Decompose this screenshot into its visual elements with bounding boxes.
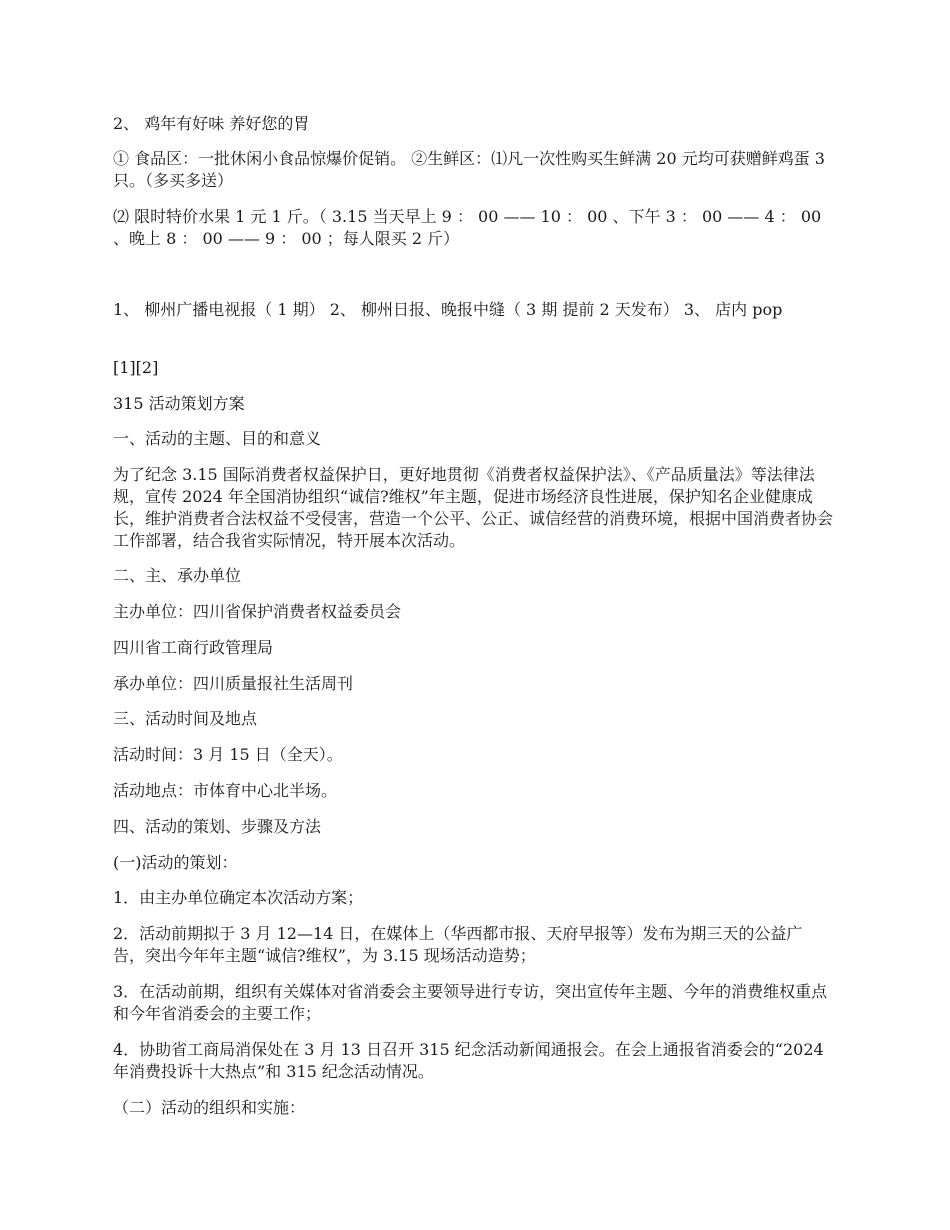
paragraph-promo-heading: 2、 鸡年有好味 养好您的胃: [113, 114, 310, 133]
list-item-2: 2．活动前期拟于 3 月 12—14 日，在媒体上（华西都市报、天府早报等）发布为期三天的公益广告，突出今年年主题“诚信?维权”，为 3.15 现场活动造势；: [113, 924, 803, 965]
document-title: 315 活动策划方案: [113, 394, 245, 413]
list-item-4: 4．协助省工商局消保处在 3 月 13 日召开 315 纪念活动新闻通报会。在会上通报省消委会的“2024 年消费投诉十大热点”和 315 纪念活动情况。: [113, 1040, 824, 1081]
paragraph-footnote-refs: [1][2]: [113, 358, 159, 377]
section-heading-theme: 一、活动的主题、目的和意义: [113, 429, 322, 448]
section-heading-planning: 四、活动的策划、步骤及方法: [113, 817, 322, 836]
paragraph-host: 主办单位：四川省保护消费者权益委员会: [113, 602, 402, 621]
paragraph-time: 活动时间：3 月 15 日（全天）。: [113, 745, 343, 764]
paragraph-purpose: 为了纪念 3.15 国际消费者权益保护日，更好地贯彻《消费者权益保护法》、《产品质量法》等法律法规，宣传 2024 年全国消协组织“诚信?维权”年主题，促进市场经济良性进展，保护知名企业健康成长，维护消费者合法权益不受侵害，营造一个公平、公正、诚信经营的消费环境，根据中国消费者协会工作部署，结合我省实际情况，特开展本次活动。: [113, 465, 834, 550]
list-item-3: 3．在活动前期，组织有关媒体对省消委会主要领导进行专访，突出宣传年主题、今年的消费维权重点和今年省消委会的主要工作；: [113, 982, 828, 1023]
paragraph-fruit-offer: ⑵ 限时特价水果 1 元 1 斤。（ 3.15 当天早上 9 ： 00 —— 10 ： 00 、下午 3 ： 00 —— 4 ： 00 、晚上 8 ： 00 —— 9 ： 00 ；每人限买 2 斤）: [113, 207, 822, 248]
paragraph-media-list: 1、 柳州广播电视报（ 1 期） 2、 柳州日报、晚报中缝（ 3 期 提前 2 天发布） 3、 店内 pop: [113, 300, 783, 319]
paragraph-location: 活动地点：市体育中心北半场。: [113, 781, 338, 800]
paragraph-host-2: 四川省工商行政管理局: [113, 638, 274, 657]
section-heading-organizers: 二、主、承办单位: [113, 566, 242, 585]
paragraph-food-zone: ① 食品区：一批休闲小食品惊爆价促销。 ②生鲜区：⑴凡一次性购买生鲜满 20 元均可获赠鲜鸡蛋 3 只。（多买多送）: [113, 149, 825, 190]
subsection-heading-implementation: （二）活动的组织和实施：: [113, 1098, 306, 1117]
section-heading-time-place: 三、活动时间及地点: [113, 709, 258, 728]
paragraph-organizer: 承办单位：四川质量报社生活周刊: [113, 674, 354, 693]
list-item-1: 1．由主办单位确定本次活动方案；: [113, 888, 364, 907]
subsection-heading-planning: (一)活动的策划：: [113, 853, 238, 872]
